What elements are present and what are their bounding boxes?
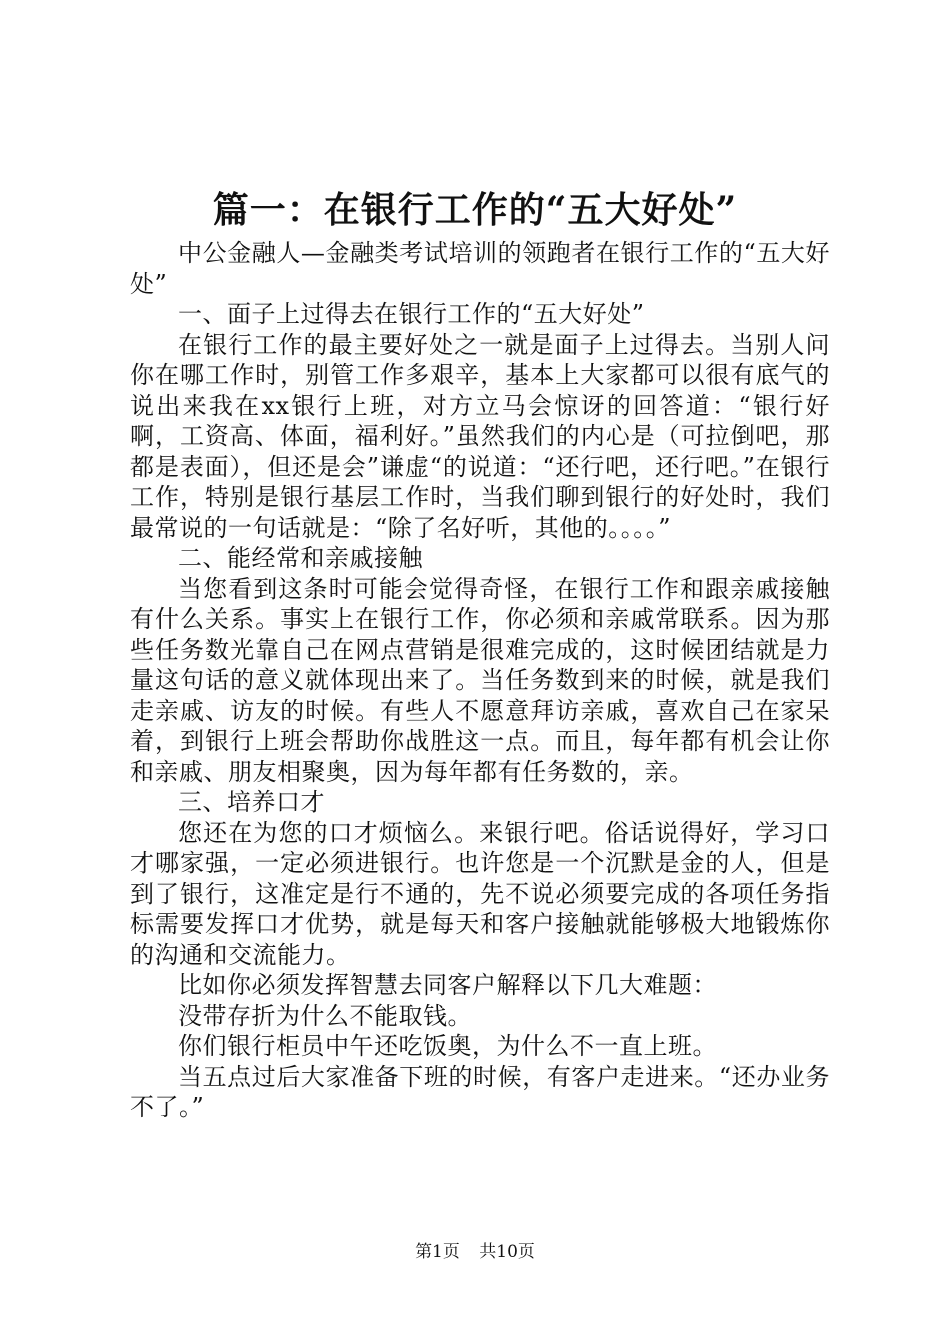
document-title: 篇一：在银行工作的“五大好处” — [212, 189, 738, 231]
heading-section-3: 三、培养口才 — [178, 788, 325, 816]
page-total: 共10页 — [479, 1242, 535, 1262]
page-number: 第1页 — [415, 1242, 460, 1262]
page-footer — [0, 1240, 950, 1264]
paragraph-example-1: 没带存折为什么不能取钱。 — [178, 1001, 472, 1030]
heading-section-2: 二、能经常和亲戚接触 — [178, 544, 423, 572]
paragraph-section-1: 在银行工作的最主要好处之一就是面子上过得去。当别人问你在哪工作时，别管工作多艰辛，基本上大家都可以很有底气的说出来我在xx银行上班，对方立马会惊讶的回答道：“银行好啊，工资高、体面，福利好。”虽然我们的内心是（可拉倒吧，那都是表面），但还是会”谦虚“的说道：“还行吧，还行吧。”在银行工作，特别是银行基层工作时，当我们聊到银行的好处时，我们最常说的一句话就是：“除了名好听，其他的。。。。” — [130, 330, 830, 542]
document-body — [130, 238, 830, 1123]
heading-section-1: 一、面子上过得去在银行工作的“五大好处” — [178, 300, 645, 328]
paragraph-example-2: 你们银行柜员中午还吃饭奥，为什么不一直上班。 — [178, 1032, 717, 1060]
paragraph-examples-intro: 比如你必须发挥智慧去同客户解释以下几大难题： — [178, 971, 717, 999]
paragraph-example-3: 当五点过后大家准备下班的时候，有客户走进来。“还办业务不了。” — [130, 1062, 830, 1121]
paragraph-intro: 中公金融人—金融类考试培训的领跑者在银行工作的“五大好处” — [130, 239, 830, 298]
paragraph-section-3: 您还在为您的口才烦恼么。来银行吧。俗话说得好，学习口才哪家强，一定必须进银行。也许您是一个沉默是金的人，但是到了银行，这准定是行不通的，先不说必须要完成的各项任务指标需要发挥口才优势，就是每天和客户接触就能够极大地锻炼你的沟通和交流能力。 — [130, 818, 830, 969]
paragraph-section-2: 当您看到这条时可能会觉得奇怪，在银行工作和跟亲戚接触有什么关系。事实上在银行工作，你必须和亲戚常联系。因为那些任务数光靠自己在网点营销是很难完成的，这时候团结就是力量这句话的意义就体现出来了。当任务数到来的时候，就是我们走亲戚、访友的时候。有些人不愿意拜访亲戚，喜欢自己在家呆着，到银行上班会帮助你战胜这一点。而且，每年都有机会让你和亲戚、朋友相聚奥，因为每年都有任务数的，亲。 — [130, 574, 830, 786]
